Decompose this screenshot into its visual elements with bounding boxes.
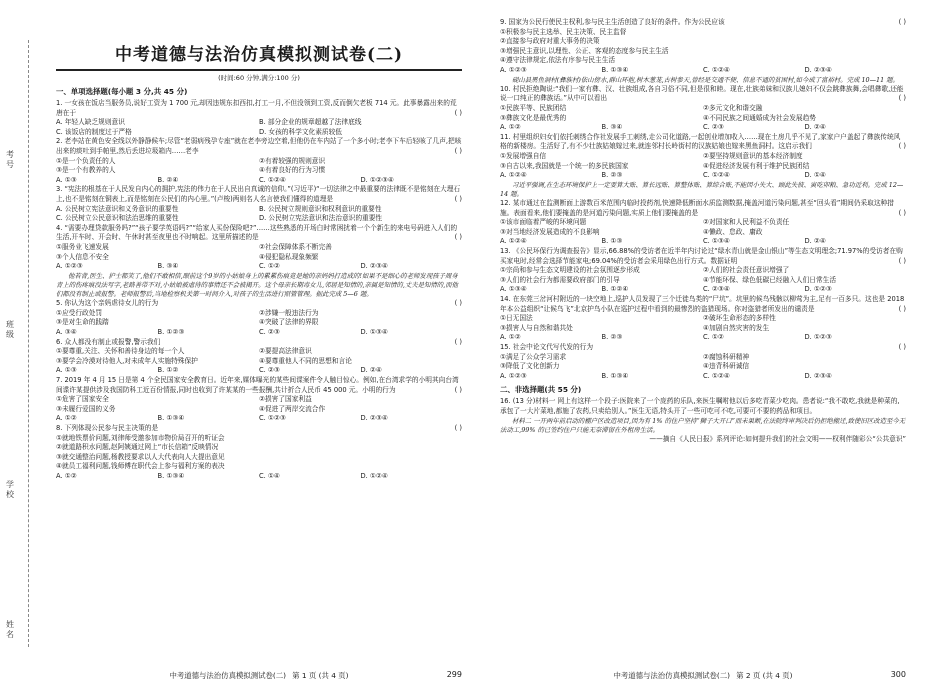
q9-item-1: ①积极参与民主选举、民主决策、民主监督	[500, 27, 627, 36]
q13-items-row2: ③人们的社会行为都需要政府部门的引导 ④节能环保、绿色低碳已经融入人们日常生活	[500, 275, 837, 284]
q16-source: ——摘自《人民日报》系列评论:如何提升我们的社会文明——权利伴随彩公“公共意识”	[649, 434, 906, 443]
page-number-2: 300	[890, 670, 906, 679]
q11-items-row2: ③自古以来,我国就是一个统一的多民族国家 ④促进经济发展有利于维护民族团结	[500, 161, 810, 170]
q3-options-row1: A. 公民树立宪法意识和义务意识的重要性 B. 公民树立规则意识和权利意识的重要性	[56, 204, 382, 213]
q9-options: A. ①②③ B. ①③④ C. ①②④ D. ②③④	[500, 65, 832, 74]
question-1: 1. 一女孩在饭店当服务员,说好工资为 1 700 元,却因违规东扣西扣,打工一月,不但没领到工资,反而倒欠老板 714 元。此事暴露出来的荒唐在于 ( )	[56, 99, 462, 117]
q5-options: A. ③④ B. ①②③ C. ②③ D. ①③④	[56, 328, 388, 337]
question-4: 4. “需要办理贷款服务吗?”“孩子要学英语吗?”“给家人买份保险吧?”……这些熟悉的开场白时常困扰着一个个新生的来电号码进入人们的生活,开车时、开会时、午休时甚至夜里也不时响起。这里所描述的是 ( )	[56, 223, 462, 242]
question-8: 8. 下列体现公民参与民主决策的是 ( )	[56, 424, 462, 433]
q2-items-row1: ①是一个负责任的人 ②有着较强的规则意识	[56, 156, 326, 165]
question-12: 12. 某市通过在监测断面上游数百米范围内临时投药剂,快速降低断面水质监测数据,掩盖河道污染问题,甚至“回头看”期间仍采取这种措施。表面看来,他们要掩盖的是河道污染问题,实质上他们要掩盖的是 ( )	[500, 199, 906, 217]
q14-items-row1: ①日无国法 ②破坏生命形态的多样性	[500, 314, 776, 323]
footer-page-2: 第 2 页 (共 4 页)	[736, 671, 793, 680]
question-16: 16. (13 分)材料一 网上有这样一个段子:医院来了一个庞药的乐队,来医生嘱咐他以后多吃青菜少吃肉。患者说:“我不敢吃,我就是种菜的,承包了一大片菜地,都施了农药,只卖给别人。”医生无语,特头开了一些可吃可不吃,可要可不要的药品和项目。	[500, 397, 900, 415]
question-6: 6. 众人都没有制止或报警,警示我们 ( )	[56, 337, 462, 346]
q8-item-1: ①就地铁票价问题,刘律师受邀参加市物价局召开的听证会	[56, 433, 225, 442]
q10-items-row1: ①民族平等、民族团结 ②多元文化和谐交融	[500, 103, 763, 112]
q5-items-row1: ①应受行政处罚 ②涉嫌一般违法行为	[56, 308, 319, 317]
q15-options: A. ①②③ B. ①③④ C. ①②④ D. ②③④	[500, 371, 832, 380]
q12-items-row1: ①该市面临着严峻的环境问题 ②对国家和人民利益不负责任	[500, 218, 790, 227]
margin-label-school: 学校	[6, 480, 14, 499]
page-left	[56, 18, 462, 687]
q12-items-row2: ③对当地经济发展造成的不良影响 ④懒政、怠政、庸政	[500, 227, 763, 236]
section-heading: 一、单项选择题(每小题 3 分,共 45 分)	[56, 87, 188, 96]
q8-item-2: ②就道路积水问题,赵阿姨通过网上“市长信箱”反映情况	[56, 443, 219, 452]
q2-items-row2: ③是一个有教养的人 ④有着良好的行为习惯	[56, 166, 326, 175]
page-footer	[56, 670, 462, 681]
q13-options: A. ①③④ B. ①②④ C. ②③④ D. ①②③	[500, 285, 832, 294]
question-11: 11. 村里组织妇女们依托刺绣合作社发展手工刺绣,走公司化道路,一起创业增加收入……现在土房几乎不见了,家家户户盖起了彝族传统风格的新楼房。生活好了,有不少壮族姑娘嫁过来,就连邻村长岭街村的汉族姑娘也嫁来黑鱼洞村。这启示我们 ( )	[500, 132, 906, 151]
q9-item-2: ②直接参与政府对重大事务的决策	[500, 37, 600, 46]
q9-item-3: ③增强民主意识,以理性、公正、客观的态度参与民主生活	[500, 46, 669, 55]
page-footer-2	[500, 670, 906, 681]
question-2: 2. 老李站在黄色安全线以外静静候车;尽管“老弱病残孕专座”就在老李旁边空着,但他仍在车内站了一个多小时;老李下车后轻咳了几声,把咳出来的痰吐到手帕里,然后丢进垃圾箱内……老李 ( )	[56, 137, 462, 155]
q8-options: A. ①② B. ①③④ C. ①④ D. ①②④	[56, 471, 388, 480]
q8-item-4: ④就员工福利问题,钱师傅在职代会上参与福利方案的表决	[56, 462, 225, 471]
q13-items-row1: ①宗尚和参与生态文明建设的社会氛围逐步形成 ②人们的社会责任意识增强了	[500, 266, 790, 275]
q7-items-row1: ①危害了国家安全 ②损害了国家利益	[56, 395, 312, 404]
q4-options: A. ①②③ B. ③④ C. ①② D. ②③④	[56, 262, 388, 271]
margin-label-class: 班级	[6, 320, 14, 339]
question-10: 10. 村民拒绝陶说:“我们一家有彝、汉、壮族组成,各自习俗不同,但是很和睦。现在,壮族弟妹和汉族儿媳妇不仅会跳彝族舞,会唱彝歌,还能说一口纯正的彝族话。”从中可以看出 ( )	[500, 84, 906, 103]
footer-page: 第 1 页 (共 4 页)	[292, 671, 349, 680]
q3-options-row2: C. 公民树立公民意识和法治思维的重要性 D. 公民树立宪法意识和法治意识的重要性	[56, 214, 383, 223]
footer-title-2: 中考道德与法治仿真模拟测试卷(二)	[613, 671, 731, 680]
q11-options: A. ①②④ B. ②③ C. ①②④ D. ①④	[500, 171, 826, 180]
q6-options: A. ①③ B. ①② C. ②③ D. ②④	[56, 366, 382, 375]
question-15: 15. 社会中论文代写代发的行为 ( )	[500, 343, 906, 352]
question-9: 9. 国家为公民行使民主权利,参与民主生活创造了良好的条件。作为公民应该 ( )	[500, 18, 906, 26]
q1-options-row2: C. 该饭店的制度过于严格 D. 女孩的科学文化素质较低	[56, 127, 342, 136]
material-passage-2: 砚山县黑鱼洞村(彝族村)依山傍水,群山环抱,树木葱茏,古树参天,曾经是交通不便、信息不通的贫困村,如今成了富裕村。完成 10—11 题。	[512, 75, 899, 84]
margin-label-name: 姓名	[6, 620, 14, 639]
q16-material-2: 材料二 一开两年前启动的棚户区改造项目,因为有 1% 的住户坚持“狮子大开口”而未果断,在法院终审判决后仍拒绝搬迁,致使旧区改造至今无法动工,99% 的已签约住户只能无奈滞留在外租房生活。	[500, 416, 906, 434]
title-rule	[56, 69, 462, 71]
question-5: 5. 你认为这个亲妈虐待女儿的行为 ( )	[56, 299, 462, 308]
page-title: 中考道德与法治仿真模拟测试卷(二)	[114, 45, 404, 65]
q2-options: A. ①③ B. ②④ C. ①②④ D. ①②③④	[56, 175, 394, 184]
q11-items-row1: ①发展增强自信 ②要坚持规则意识的基本经济制度	[500, 151, 803, 160]
section-heading-2: 二、非选择题(共 55 分)	[500, 385, 582, 395]
q5-items-row2: ③是对生命的践踏 ④突破了法律的界限	[56, 318, 319, 327]
binding-margin	[0, 0, 38, 687]
q1-options-row1: A. 年轻人缺乏规则意识 B. 部分企业的规章超越了法律底线	[56, 118, 362, 127]
q4-items-row1: ①服务业飞速发展 ②社会保障体系不断完善	[56, 242, 332, 251]
binding-line	[28, 40, 29, 647]
q15-items-row2: ③降低了文化创新力 ④违背科研诚信	[500, 362, 750, 371]
q14-options: A. ①② B. ②③ C. ①② D. ①②③	[500, 333, 832, 342]
material-passage-3: 习近平强调,在生态环境保护上一定要算大账、算长远账、算整体账、算综合账,不能因小失大、顾此失彼、寅吃卯粮、急功近利。完成 12—14 题。	[500, 180, 904, 198]
q15-items-row1: ①满足了公众学习需求 ②腐蚀科研精神	[500, 352, 750, 361]
q6-items-row2: ③要学会冷漠对待他人,对未成年人实施特殊保护 ④要尊重他人不同的思想和言论	[56, 356, 352, 365]
q7-items-row2: ③未履行爱国的义务 ④促进了两岸交流合作	[56, 404, 326, 413]
q8-item-3: ③就交通整治问题,杨教授要求以人大代表向人大提出意见	[56, 452, 225, 461]
page-number: 299	[446, 670, 462, 679]
q7-options: A. ①② B. ①③④ C. ①②③ D. ②③④	[56, 414, 388, 423]
q6-items-row1: ①要尊重,关注、关怀和善待身边的每一个人 ②要提高法律意识	[56, 347, 312, 356]
page-right	[500, 18, 906, 687]
margin-label-exam-number: 考号	[6, 150, 14, 169]
q9-item-4: ④遵守法律规定,依法有序参与民主生活	[500, 56, 616, 65]
q4-items-row2: ③个人信息不安全 ④侵犯隐私现象频繁	[56, 252, 319, 261]
question-3: 3. “宪法的根基在于人民发自内心的拥护,宪法的伟力在于人民出自真诚的信仰。”(习近平)“一切法律之中最重要的法律既不是铭刻在大理石上,也不是铭刻在铜表上,而是铭刻在公民们的内心里。”(卢梭)两则名人名言使我们懂得的道理是 ( )	[56, 185, 462, 203]
footer-title: 中考道德与法治仿真模拟测试卷(二)	[169, 671, 287, 680]
q10-options: A. ①② B. ③④ C. ②③ D. ②④	[500, 123, 826, 132]
question-7: 7. 2019 年 4 月 15 日是第 4 个全民国家安全教育日。近年来,媒体曝光的某些间谍案件令人触目惊心。例如,在台湾求学的小明其向台湾间谍许某提供涉及我国防科工近百份情报,同时也收到了许某某的一些报酬,共计折合人民币 45 000 元。小明的行为 ( )	[56, 376, 462, 394]
exam-meta: (时间:60 分钟,满分:100 分)	[218, 74, 300, 82]
question-13: 13. 《公民环保行为调查报告》显示,66.88%的受访者在近半年内讨论过“绿水青山就是金山银山”等生态文明理念;71.97%的受访者在购买家电时,经常会选择节能家电;69.04%的受访者会采用绿色出行方式。数据证明 ( )	[500, 247, 906, 265]
q14-items-row2: ③损害人与自然和谐共处 ④加剧自然灾害的发生	[500, 323, 770, 332]
question-14: 14. 在东莞三岔河村附近的一块空地上,巡护人员发现了三个迁徙鸟类的“尸坑”。坑里的候鸟残骸以柳莺为主,足有一百多只。这也是 2018 年本公益组织“让候鸟飞”北京护鸟小队在巡护过程中看到的最惨烈的盗猎现场。你对盗猎者所发出的谴责是 ( )	[500, 295, 906, 313]
q10-items-row2: ③彝族文化是最优秀的 ④不同民族之间通婚成为社会发展趋势	[500, 113, 816, 122]
q12-options: A. ①②④ B. ①③ C. ①③④ D. ②④	[500, 237, 826, 246]
material-passage: 他若背,医生、护士都笑了,他们不敢相信,眼前这个9岁的小姑娘身上的累累伤痕竟是她的亲妈妈打造成的!如果不是细心的老师发现孩子周身青上的伤疼痕没法写字,老路善带不对,小姑娘被虐待的事情还不会被揭开。这个母亲长期毒女儿,邻居是知情的,亲属是知情的,丈夫是知情的,而他们都没有制止或报警。老师报警后,当地检察机关第一时间介入,对孩子的生活进行照管管理。据此完成 5—6 题。	[56, 271, 459, 299]
